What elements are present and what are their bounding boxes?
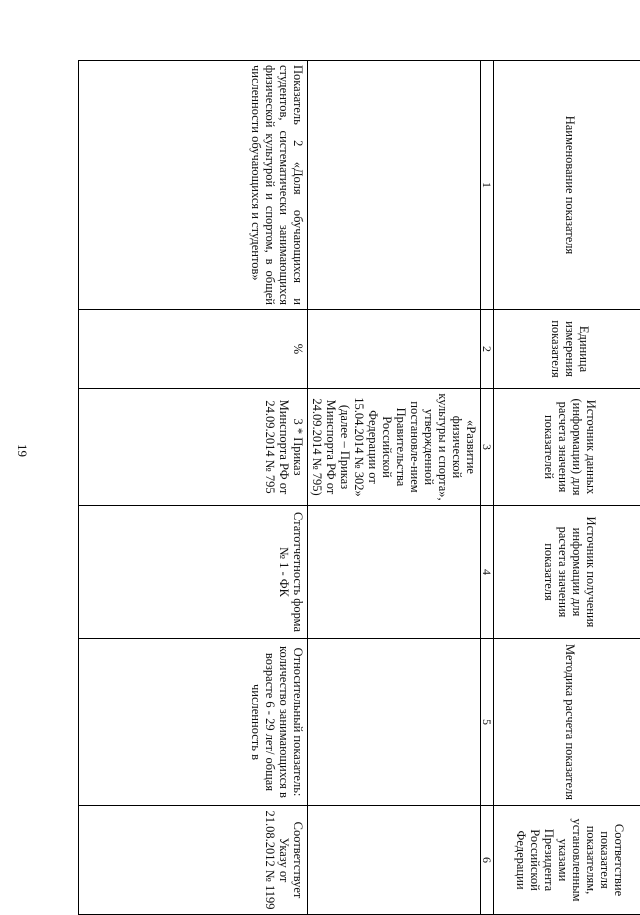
table-header-row bbox=[494, 61, 640, 915]
header-compliance: Соответствие показателя показателям, установленным указами Президента Российской Федерации bbox=[494, 806, 640, 915]
cell-calc-method bbox=[308, 639, 481, 806]
header-indicator-name: Наименование показателя bbox=[494, 61, 640, 310]
cell-info-source: Статотчетность форма № 1 - ФК bbox=[79, 506, 308, 639]
cell-data-source: «Развитие физической культуры и спорта», утвержденной постановле-нием Правительства Российской Федерации от 15.04.2014 № 302» (далее – Приказ Минспорта РФ от 24.09.2014 № 795) bbox=[308, 389, 481, 506]
column-number: 5 bbox=[481, 639, 494, 806]
column-number: 4 bbox=[481, 506, 494, 639]
rotated-table-container bbox=[80, 60, 640, 860]
table-row bbox=[79, 61, 308, 915]
column-number: 1 bbox=[481, 61, 494, 310]
cell-data-source: 3 * Приказ Минспорта РФ от 24.09.2014 № 795 bbox=[79, 389, 308, 506]
column-number: 3 bbox=[481, 389, 494, 506]
table-row bbox=[308, 61, 481, 915]
cell-indicator-name bbox=[308, 61, 481, 310]
column-number: 2 bbox=[481, 310, 494, 389]
header-data-source: Источник данных (информации) для расчета значения показателей bbox=[494, 389, 640, 506]
header-calc-method: Методика расчета показателя bbox=[494, 639, 640, 806]
page-number: 19 bbox=[14, 444, 30, 457]
header-unit: Единица измерения показателя bbox=[494, 310, 640, 389]
column-number: 6 bbox=[481, 806, 494, 915]
indicators-table bbox=[78, 60, 640, 915]
cell-unit: % bbox=[79, 310, 308, 389]
header-info-source: Источник получения информации для расчета значения показателя bbox=[494, 506, 640, 639]
cell-unit bbox=[308, 310, 481, 389]
cell-info-source bbox=[308, 506, 481, 639]
column-number-row bbox=[481, 61, 494, 915]
cell-calc-method: Относительный показатель: количество занимающихся в возрасте 6 - 29 лет/ общая численность в bbox=[79, 639, 308, 806]
cell-compliance: Соответствует Указу от 21.08.2012 № 1199 bbox=[79, 806, 308, 915]
cell-indicator-name: Показатель 2 «Доля обучающихся и студентов, систематически занимающихся физической культурой и спортом, в общей численности обучающихся и студентов» bbox=[79, 61, 308, 310]
cell-compliance bbox=[308, 806, 481, 915]
